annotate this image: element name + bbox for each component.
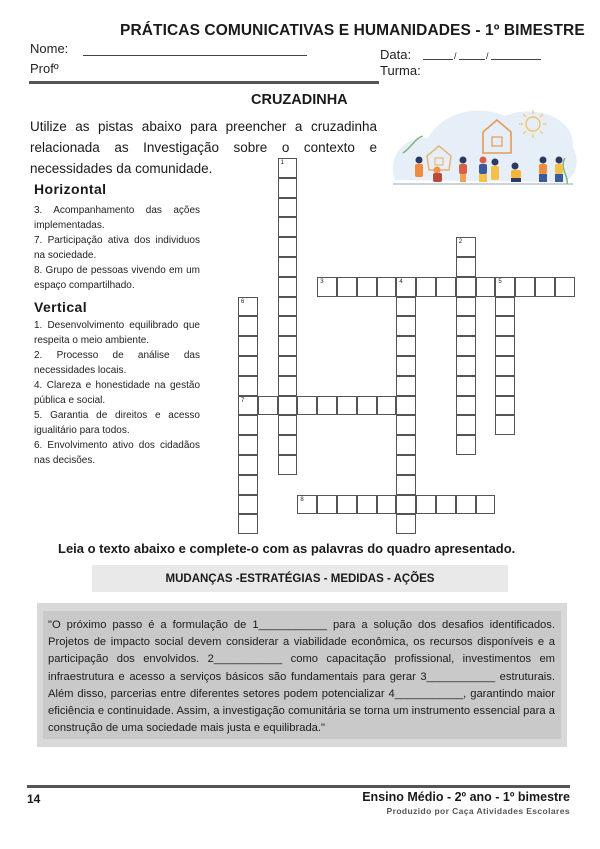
crossword-cell[interactable] <box>278 158 298 178</box>
crossword-cell[interactable] <box>278 455 298 475</box>
crossword-cell[interactable] <box>495 336 515 356</box>
crossword-cell[interactable] <box>278 376 298 396</box>
crossword-cell[interactable] <box>396 376 416 396</box>
horizontal-clues-list <box>34 203 200 293</box>
name-field[interactable] <box>83 55 307 56</box>
crossword-cell[interactable] <box>495 376 515 396</box>
crossword-cell[interactable] <box>476 495 496 515</box>
crossword-cell[interactable] <box>278 237 298 257</box>
clue-vertical-1: 1. Desenvolvimento equilibrado que respeita o meio ambiente. <box>34 320 200 346</box>
footer-divider <box>27 785 570 788</box>
crossword-cell[interactable] <box>416 495 436 515</box>
footer-credit: Produzido por Caça Atividades Escolares <box>386 806 570 816</box>
crossword-cell[interactable] <box>495 415 515 435</box>
crossword-cell[interactable] <box>297 396 317 416</box>
crossword-cell[interactable] <box>238 455 258 475</box>
crossword-cell[interactable] <box>456 415 476 435</box>
crossword-cell[interactable] <box>278 198 298 218</box>
crossword-cell[interactable] <box>396 277 416 297</box>
crossword-cell[interactable] <box>396 336 416 356</box>
footer-course: Ensino Médio - 2º ano - 1º bimestre <box>362 790 570 804</box>
crossword-cell[interactable] <box>456 316 476 336</box>
crossword-cell[interactable] <box>357 495 377 515</box>
crossword-cell[interactable] <box>357 277 377 297</box>
crossword-cell[interactable] <box>396 475 416 495</box>
crossword-cell[interactable] <box>495 316 515 336</box>
worksheet-title: PRÁTICAS COMUNICATIVAS E HUMANIDADES - 1º BIMESTRE <box>120 22 585 39</box>
crossword-cell[interactable] <box>377 277 397 297</box>
crossword-cell[interactable] <box>238 514 258 534</box>
clue-number: 2 <box>458 239 463 246</box>
crossword-cell[interactable] <box>238 336 258 356</box>
crossword-cell[interactable] <box>238 396 258 416</box>
clue-number: 5 <box>498 278 502 285</box>
crossword-cell[interactable] <box>456 336 476 356</box>
crossword-cell[interactable] <box>436 495 456 515</box>
crossword-cell[interactable] <box>238 297 258 317</box>
crossword-title: CRUZADINHA <box>251 92 348 108</box>
crossword-cell[interactable] <box>396 297 416 317</box>
clue-vertical-6: 6. Envolvimento ativo dos cidadãos nas decisões. <box>34 440 200 466</box>
crossword-cell[interactable] <box>238 475 258 495</box>
crossword-cell[interactable] <box>278 415 298 435</box>
crossword-cell[interactable] <box>258 396 278 416</box>
crossword-cell[interactable] <box>337 277 357 297</box>
crossword-cell[interactable] <box>456 356 476 376</box>
crossword-cell[interactable] <box>238 495 258 515</box>
horizontal-clues-title: Horizontal <box>34 181 107 197</box>
crossword-cell[interactable] <box>278 297 298 317</box>
crossword-cell[interactable] <box>555 277 575 297</box>
clue-horizontal-3: 3. Acompanhamento das ações implementadas. <box>34 205 200 231</box>
crossword-cell[interactable] <box>317 277 337 297</box>
crossword-cell[interactable] <box>456 495 476 515</box>
cloze-text-box <box>37 603 567 747</box>
crossword-cell[interactable] <box>495 356 515 376</box>
crossword-cell[interactable] <box>278 277 298 297</box>
clue-number: 3 <box>320 278 324 285</box>
crossword-cell[interactable] <box>396 435 416 455</box>
crossword-cell[interactable] <box>396 495 416 515</box>
crossword-cell[interactable] <box>456 257 476 277</box>
crossword-cell[interactable] <box>317 495 337 515</box>
clue-number: 6 <box>241 298 245 305</box>
crossword-cell[interactable] <box>297 495 317 515</box>
crossword-cell[interactable] <box>278 356 298 376</box>
crossword-grid <box>238 158 578 538</box>
crossword-cell[interactable] <box>456 297 476 317</box>
crossword-cell[interactable] <box>317 396 337 416</box>
name-label: Nome: <box>30 41 69 56</box>
clue-number: 8 <box>300 496 304 503</box>
crossword-cell[interactable] <box>456 396 476 416</box>
crossword-cell[interactable] <box>456 277 476 297</box>
crossword-instructions: Utilize as pistas abaixo para preencher a cruzadinha relacionada as Investigação sobre o contexto e necessidades da comunidade. <box>30 119 377 176</box>
crossword-cell[interactable] <box>535 277 555 297</box>
crossword-cell[interactable] <box>337 396 357 416</box>
header-divider <box>29 81 379 84</box>
crossword-cell[interactable] <box>238 435 258 455</box>
clue-number: 4 <box>399 278 403 285</box>
clue-vertical-5: 5. Garantia de direitos e acesso igualitário para todos. <box>34 410 200 436</box>
crossword-cell[interactable] <box>278 257 298 277</box>
date-label: Data: <box>380 47 412 62</box>
crossword-cell[interactable] <box>337 495 357 515</box>
word-bank-text: MUDANÇAS -ESTRATÉGIAS - MEDIDAS - AÇÕES <box>165 572 435 585</box>
page-number: 14 <box>27 792 41 806</box>
class-label: Turma: <box>380 63 421 78</box>
crossword-cell[interactable] <box>278 396 298 416</box>
crossword-cell[interactable] <box>456 237 476 257</box>
crossword-cell[interactable] <box>238 356 258 376</box>
crossword-cell[interactable] <box>396 514 416 534</box>
crossword-cell[interactable] <box>456 376 476 396</box>
clue-horizontal-8: 8. Grupo de pessoas vivendo em um espaço compartilhado. <box>34 265 200 291</box>
crossword-cell[interactable] <box>278 178 298 198</box>
crossword-cell[interactable] <box>495 396 515 416</box>
vertical-clues-list <box>34 318 200 468</box>
crossword-cell[interactable] <box>396 455 416 475</box>
crossword-cell[interactable] <box>396 396 416 416</box>
date-field[interactable]: / / <box>423 47 543 61</box>
crossword-cell[interactable] <box>495 277 515 297</box>
clue-number: 7 <box>241 397 245 404</box>
crossword-cell[interactable] <box>515 277 535 297</box>
crossword-cell[interactable] <box>238 415 258 435</box>
cloze-instruction: Leia o texto abaixo e complete-o com as palavras do quadro apresentado. <box>58 541 516 556</box>
clue-horizontal-7: 7. Participação ativa dos individuos na sociedade. <box>34 235 200 261</box>
crossword-cell[interactable] <box>476 277 496 297</box>
crossword-cell[interactable] <box>278 336 298 356</box>
teacher-label: Profº <box>30 61 59 76</box>
crossword-cell[interactable] <box>456 435 476 455</box>
crossword-cell[interactable] <box>278 435 298 455</box>
crossword-cell[interactable] <box>238 316 258 336</box>
crossword-cell[interactable] <box>436 277 456 297</box>
clue-vertical-2: 2. Processo de análise das necessidades locais. <box>34 350 200 376</box>
cloze-text: "O próximo passo é a formulação de 1___________ para a solução dos desafios identificados. Projetos de impacto social devem considerar a viabilidade econômica, os recursos disponíveis e a participação dos envolvidos. 2___________ como capacitação profissional, investimentos em infraestrutura e acesso a serviços básicos são fundamentais para gerar 3___________ estruturais. Além disso, parcerias entre diferentes setores podem potencializar 4___________, garantindo maior eficiência e continuidade. Assim, a investigação comunitária se torna um instrumento essencial para a construção de uma sociedade mais justa e equilibrada." <box>48 619 555 735</box>
crossword-cell[interactable] <box>416 277 436 297</box>
clue-vertical-4: 4. Clareza e honestidade na gestão pública e social. <box>34 380 200 406</box>
crossword-cell[interactable] <box>396 316 416 336</box>
crossword-cell[interactable] <box>396 356 416 376</box>
crossword-cell[interactable] <box>278 316 298 336</box>
crossword-cell[interactable] <box>357 396 377 416</box>
clue-number: 1 <box>280 160 284 166</box>
crossword-cell[interactable] <box>495 297 515 317</box>
crossword-cell[interactable] <box>377 495 397 515</box>
crossword-cell[interactable] <box>238 376 258 396</box>
crossword-cell[interactable] <box>396 415 416 435</box>
crossword-cell[interactable] <box>377 396 397 416</box>
word-bank <box>92 565 508 592</box>
crossword-cell[interactable] <box>278 217 298 237</box>
vertical-clues-title: Vertical <box>34 299 88 315</box>
